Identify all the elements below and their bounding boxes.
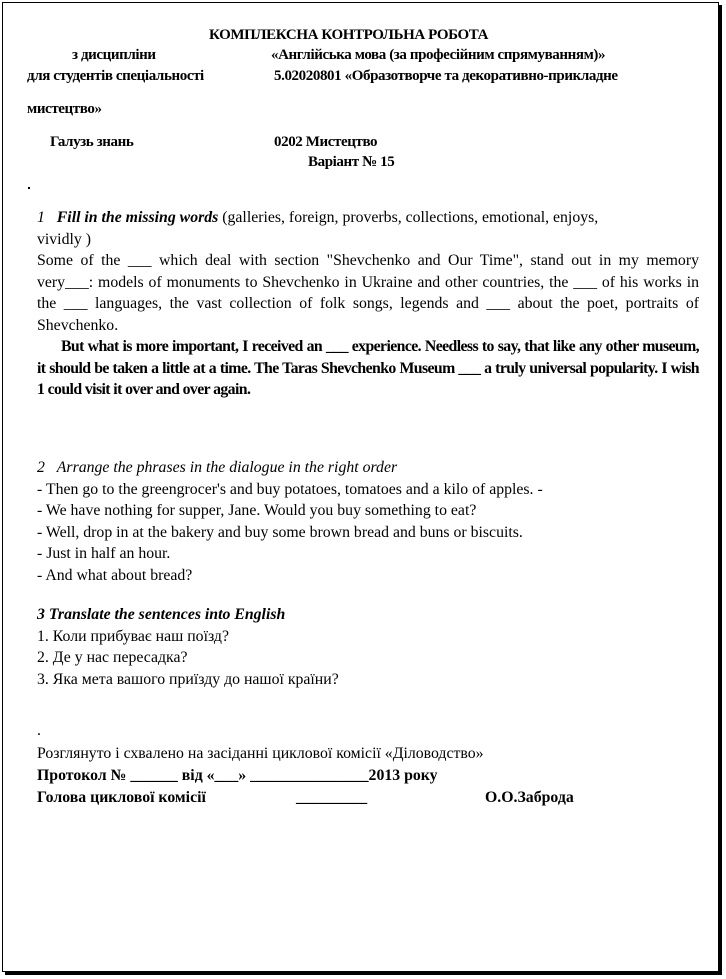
specialty-label: для студентів спеціальності [27, 68, 204, 84]
task-2 [37, 457, 699, 586]
dialogue-line: - Just in half an hour. [37, 545, 171, 562]
approval-note: Розглянуто і схвалено на засіданні циклової комісії «Діловодство» [37, 745, 484, 762]
protocol-line: Протокол № ______ від «___» _______________2013 року [37, 767, 438, 784]
task-2-heading [37, 457, 699, 479]
task-2-number: 2 [37, 459, 45, 476]
specialty-value-cont: мистецтво» [27, 101, 102, 117]
signature-line: _________ [296, 789, 368, 806]
task-3-heading [37, 604, 699, 626]
task-3-title: Translate the sentences into English [48, 606, 286, 623]
task-3 [37, 604, 699, 690]
dialogue-line: - Then go to the greengrocer's and buy potatoes, tomatoes and a kilo of apples. - [37, 480, 543, 498]
field-label: Галузь знань [50, 134, 134, 150]
translation-sentence: 3. Яка мета вашого приїзду до нашої країни? [37, 670, 339, 688]
head-name: О.О.Заброда [485, 789, 574, 806]
task-3-number: 3 [37, 606, 45, 623]
task-1-word-list-cont: vividly ) [37, 230, 91, 248]
task-2-title: Arrange the phrases in the dialogue in the right order [56, 459, 398, 476]
dialogue-line: - We have nothing for supper, Jane. Would you buy something to eat? [37, 502, 477, 519]
task-1-number: 1 [37, 209, 45, 226]
translation-sentence: 2. Де у нас пересадка? [37, 649, 188, 666]
footer-dot: . [37, 722, 41, 739]
translation-sentence: 1. Коли прибуває наш поїзд? [37, 627, 229, 645]
separator-dot [28, 187, 30, 189]
specialty-value: 5.02020801 «Образотворче та декоративно-прикладне [274, 68, 618, 84]
task-1-heading [37, 207, 699, 229]
task-1-title: Fill in the missing words [56, 209, 219, 226]
head-label: Голова циклової комісії [37, 789, 206, 806]
discipline-value: «Англійська мова (за професійним спрямуванням)» [271, 47, 606, 63]
field-value: 0202 Мистецтво [274, 134, 378, 150]
variant-label: Варіант № 15 [308, 154, 395, 170]
task-1-paragraph-1: Some of the ___ which deal with section "Shevchenko and Our Time", stand out in my memory very___: models of monuments to Shevchenko in Ukraine and other countries, the ___ of his works in the ___ languages, the vast collection of folk songs, legends and ___ about the poet, portraits of Shevchenko. [37, 252, 699, 334]
discipline-label: з дисципліни [72, 47, 156, 63]
document-title: КОМПЛЕКСНА КОНТРОЛЬНА РОБОТА [209, 27, 489, 43]
task-1-word-list: (galleries, foreign, proverbs, collections, emotional, enjoys, [222, 209, 599, 226]
dialogue-line: - Well, drop in at the bakery and buy some brown bread and buns or biscuits. [37, 523, 523, 541]
dialogue-line: - And what about bread? [37, 566, 193, 584]
task-1-paragraph-2: But what is more important, I received an ___ experience. Needless to say, that like any other museum, it should be taken a little at a time. The Taras Shevchenko Museum ___ a truly universal popularity. I wish 1 could visit it over and over again. [37, 338, 699, 398]
task-1 [37, 207, 699, 401]
